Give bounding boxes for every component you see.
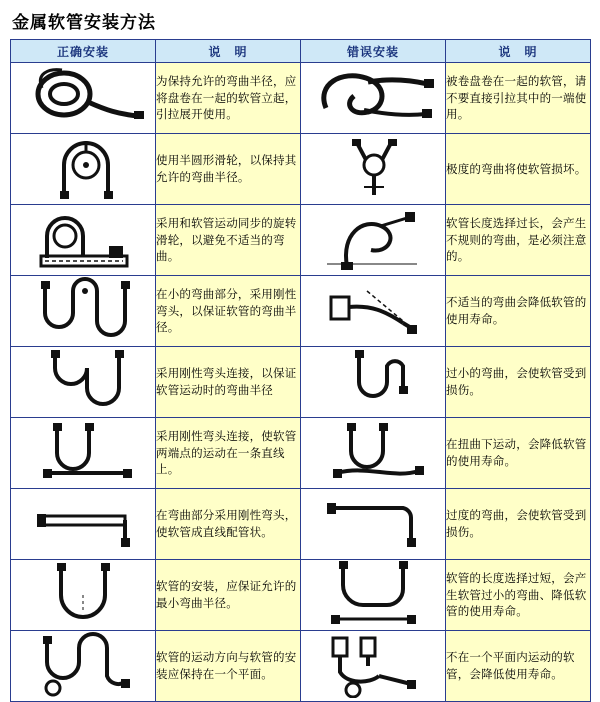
figure-cell-correct <box>11 418 156 489</box>
coiled-hose-pulled-icon <box>301 64 445 132</box>
figure-cell-correct <box>11 560 156 631</box>
table-row <box>11 134 591 205</box>
header-correct-desc: 说 明 <box>156 40 301 63</box>
figure-cell-wrong <box>301 489 446 560</box>
description-cell-wrong: 软管的长度选择过短，会产生软管过小的弯曲、降低软管的使用寿命。 <box>446 560 591 631</box>
figure-cell-wrong <box>301 134 446 205</box>
same-plane-motion-icon <box>11 632 155 700</box>
description-cell-wrong: 不在一个平面内运动的软管，会降低使用寿命。 <box>446 631 591 702</box>
coiled-hose-icon <box>11 64 155 132</box>
table-row <box>11 631 591 702</box>
description-cell-wrong: 软管长度选择过长，会产生不规则的弯曲，是必须注意的。 <box>446 205 591 276</box>
rigid-bend-small-radius-icon <box>11 277 155 345</box>
description-cell-wrong: 过小的弯曲，会使软管受到损伤。 <box>446 347 591 418</box>
figure-cell-correct <box>11 205 156 276</box>
figure-cell-correct <box>11 63 156 134</box>
figure-cell-wrong <box>301 560 446 631</box>
description-cell-wrong: 过度的弯曲，会使软管受到损伤。 <box>446 489 591 560</box>
rigid-elbow-connection-icon <box>11 348 155 416</box>
description-cell-correct: 为保持允许的弯曲半径，应将盘卷在一起的软管立起，引拉展开使用。 <box>156 63 301 134</box>
figure-cell-correct <box>11 276 156 347</box>
sync-rotating-pulley-icon <box>11 206 155 274</box>
rigid-elbow-straight-line-icon <box>11 419 155 487</box>
table-row <box>11 418 591 489</box>
header-wrong-install: 错误安装 <box>301 40 446 63</box>
loose-long-hose-icon <box>301 206 445 274</box>
description-cell-correct: 采用和软管运动同步的旋转滑轮，以避免不适当的弯曲。 <box>156 205 301 276</box>
figure-cell-wrong <box>301 205 446 276</box>
description-cell-correct: 在弯曲部分采用刚性弯头，使软管成直线配管状。 <box>156 489 301 560</box>
table-row <box>11 489 591 560</box>
figure-cell-correct <box>11 631 156 702</box>
description-cell-wrong: 不适当的弯曲会降低软管的使用寿命。 <box>446 276 591 347</box>
table-row <box>11 560 591 631</box>
out-of-plane-motion-icon <box>301 632 445 700</box>
description-cell-correct: 采用刚性弯头连接，使软管两端点的运动在一条直线上。 <box>156 418 301 489</box>
too-small-bend-icon <box>301 348 445 416</box>
header-correct-install: 正确安装 <box>11 40 156 63</box>
figure-cell-correct <box>11 489 156 560</box>
header-wrong-desc: 说 明 <box>446 40 591 63</box>
description-cell-correct: 在小的弯曲部分，采用刚性弯头，以保证软管的弯曲半径。 <box>156 276 301 347</box>
figure-cell-wrong <box>301 63 446 134</box>
semicircular-pulley-icon <box>11 135 155 203</box>
page-title: 金属软管安装方法 <box>12 13 156 33</box>
description-cell-wrong: 在扭曲下运动，会降低软管的使用寿命。 <box>446 418 591 489</box>
table-row <box>11 205 591 276</box>
figure-cell-correct <box>11 134 156 205</box>
table-header-row <box>11 40 591 63</box>
table-row <box>11 63 591 134</box>
description-cell-wrong: 被卷盘卷在一起的软管，请不要直接引拉其中的一端使用。 <box>446 63 591 134</box>
figure-cell-wrong <box>301 347 446 418</box>
straight-pipe-elbow-icon <box>11 490 155 558</box>
figure-cell-correct <box>11 347 156 418</box>
improper-bend-icon <box>301 277 445 345</box>
description-cell-correct: 使用半圆形滑轮，以保持其允许的弯曲半径。 <box>156 134 301 205</box>
too-long-hose-icon <box>301 561 445 629</box>
figure-cell-wrong <box>301 631 446 702</box>
table-row <box>11 347 591 418</box>
description-cell-correct: 软管的运动方向与软管的安装应保持在一个平面。 <box>156 631 301 702</box>
sharp-bend-pulley-icon <box>301 135 445 203</box>
description-cell-wrong: 极度的弯曲将使软管损坏。 <box>446 134 591 205</box>
figure-cell-wrong <box>301 276 446 347</box>
excessive-bend-icon <box>301 490 445 558</box>
hose-installation-table <box>10 39 591 702</box>
description-cell-correct: 软管的安装，应保证允许的最小弯曲半径。 <box>156 560 301 631</box>
description-cell-correct: 采用刚性弯头连接，以保证软管运动时的弯曲半径 <box>156 347 301 418</box>
table-row <box>11 276 591 347</box>
min-bend-radius-install-icon <box>11 561 155 629</box>
figure-cell-wrong <box>301 418 446 489</box>
twisting-motion-icon <box>301 419 445 487</box>
